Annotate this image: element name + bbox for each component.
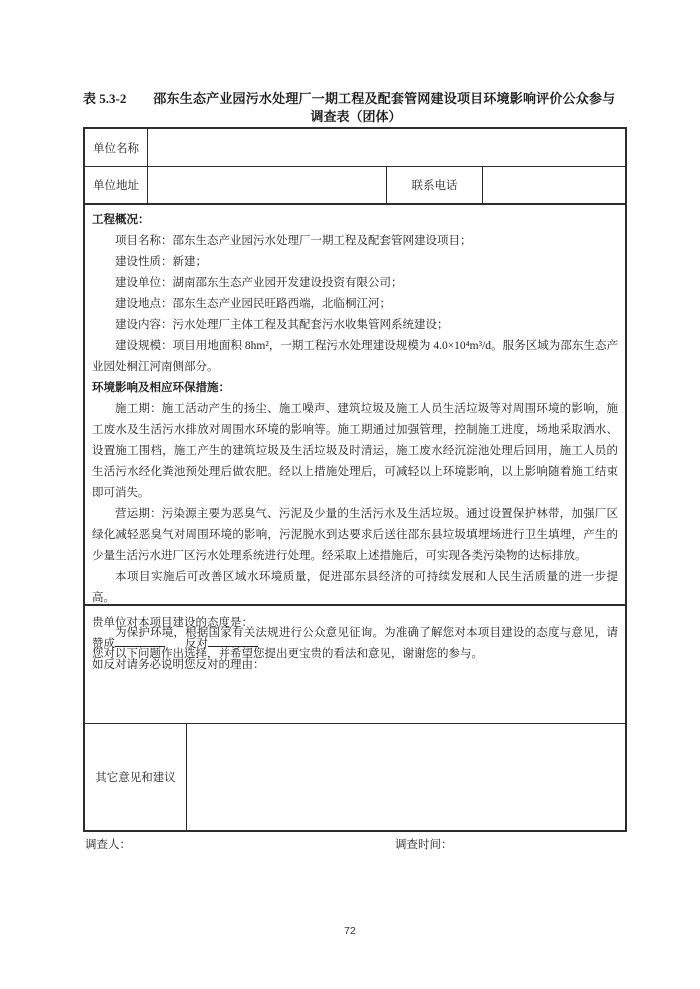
survey-time-label: 调查时间： <box>395 839 453 851</box>
approve-blank-field[interactable] <box>115 635 165 647</box>
title-text: 邵东生态产业园污水处理厂一期工程及配套管网建设项目环境影响评价公众参与 <box>153 91 616 106</box>
page-number: 72 <box>344 925 356 937</box>
unit-name-row <box>85 129 625 167</box>
attitude-options <box>92 634 618 655</box>
overview-item-nature: 建设性质：新建； <box>115 256 207 268</box>
table-number: 表 5.3-2 <box>83 91 127 106</box>
other-opinions-row <box>85 724 625 830</box>
oppose-label: 反对 <box>185 638 208 650</box>
overview-item-content: 建设内容：污水处理厂主体工程及其配套污水收集管网系统建设； <box>115 319 449 331</box>
approve-label: 赞成 <box>92 638 115 650</box>
overview-item-project-name: 项目名称：邵东生态产业园污水处理厂一期工程及配套管网建设项目； <box>115 235 472 247</box>
overview-item-scale: 建设规模：项目用地面积 8hm²，一期工程污水处理建设规模为 4.0×10⁴m³/d。服务区域为邵东生态产业园处桐江河南侧部分。 <box>92 340 618 373</box>
unit-address-row <box>85 167 625 205</box>
surveyor-label: 调查人： <box>85 839 131 851</box>
overview-item-builder: 建设单位：湖南邵东生态产业园开发建设投资有限公司； <box>115 277 403 289</box>
impact-heading: 环境影响及相应环保措施： <box>92 382 230 394</box>
unit-address-field[interactable] <box>148 167 387 203</box>
other-opinions-label: 其它意见和建议 <box>85 724 187 830</box>
oppose-blank-field[interactable] <box>208 635 258 647</box>
overview-item-location: 建设地点：邵东生态产业园民旺路西端，北临桐江河； <box>115 298 391 310</box>
impact-paragraph-operation: 营运期：污染源主要为恶臭气、污泥及少量的生活污水及生活垃圾。通过设置保护林带，加强厂区绿化减轻恶臭气对周围环境的影响，污泥脱水到达要求后送往邵东县垃圾填埋场进行卫生填埋，产生的少量生活污水进厂区污水处理系统进行处理。经采取上述措施后，可实现各类污染物的达标排放。 <box>92 508 618 562</box>
overview-heading: 工程概况： <box>92 214 150 226</box>
unit-name-label: 单位名称 <box>85 129 148 166</box>
attitude-section <box>85 606 625 724</box>
oppose-reason-field[interactable] <box>92 676 618 714</box>
document-title <box>83 90 629 125</box>
title-line-1 <box>83 90 629 107</box>
oppose-reason-prompt: 如反对请务必说明您反对的理由： <box>92 659 265 671</box>
title-line-2: 调查表（团体） <box>310 109 402 124</box>
contact-phone-field[interactable] <box>483 167 625 203</box>
consultation-note: 为保护环境，根据国家有关法规进行公众意见征询。为准确了解您对本项目建设的态度与意见，请您对以下问题作出选择，并希望您提出更宝贵的看法和意见，谢谢您的参与。 <box>92 627 618 660</box>
survey-form-table <box>83 127 627 832</box>
unit-name-field[interactable] <box>148 129 625 166</box>
impact-paragraph-benefit: 本项目实施后可改善区域水环境质量，促进邵东县经济的可持续发展和人民生活质量的进一步提高。 <box>92 571 618 604</box>
attitude-question: 贵单位对本项目建设的态度是： <box>92 617 253 629</box>
impact-paragraph-construction: 施工期：施工活动产生的扬尘、施工噪声、建筑垃圾及施工人员生活垃圾等对周围环境的影响，施工废水及生活污水排放对周围水环境的影响等。施工期通过加强管理，控制施工进度，场地采取洒水、设置施工围档，施工产生的建筑垃圾及生活垃圾及时清运，施工废水经沉淀池处理后回用，施工人员的生活污水经化粪池预处理后做农肥。经以上措施处理后，可减轻以上环境影响，以上影响随着施工结束即可消失。 <box>92 403 618 499</box>
unit-address-label: 单位地址 <box>85 167 148 203</box>
other-opinions-field[interactable] <box>187 724 625 830</box>
contact-phone-label: 联系电话 <box>387 167 483 203</box>
